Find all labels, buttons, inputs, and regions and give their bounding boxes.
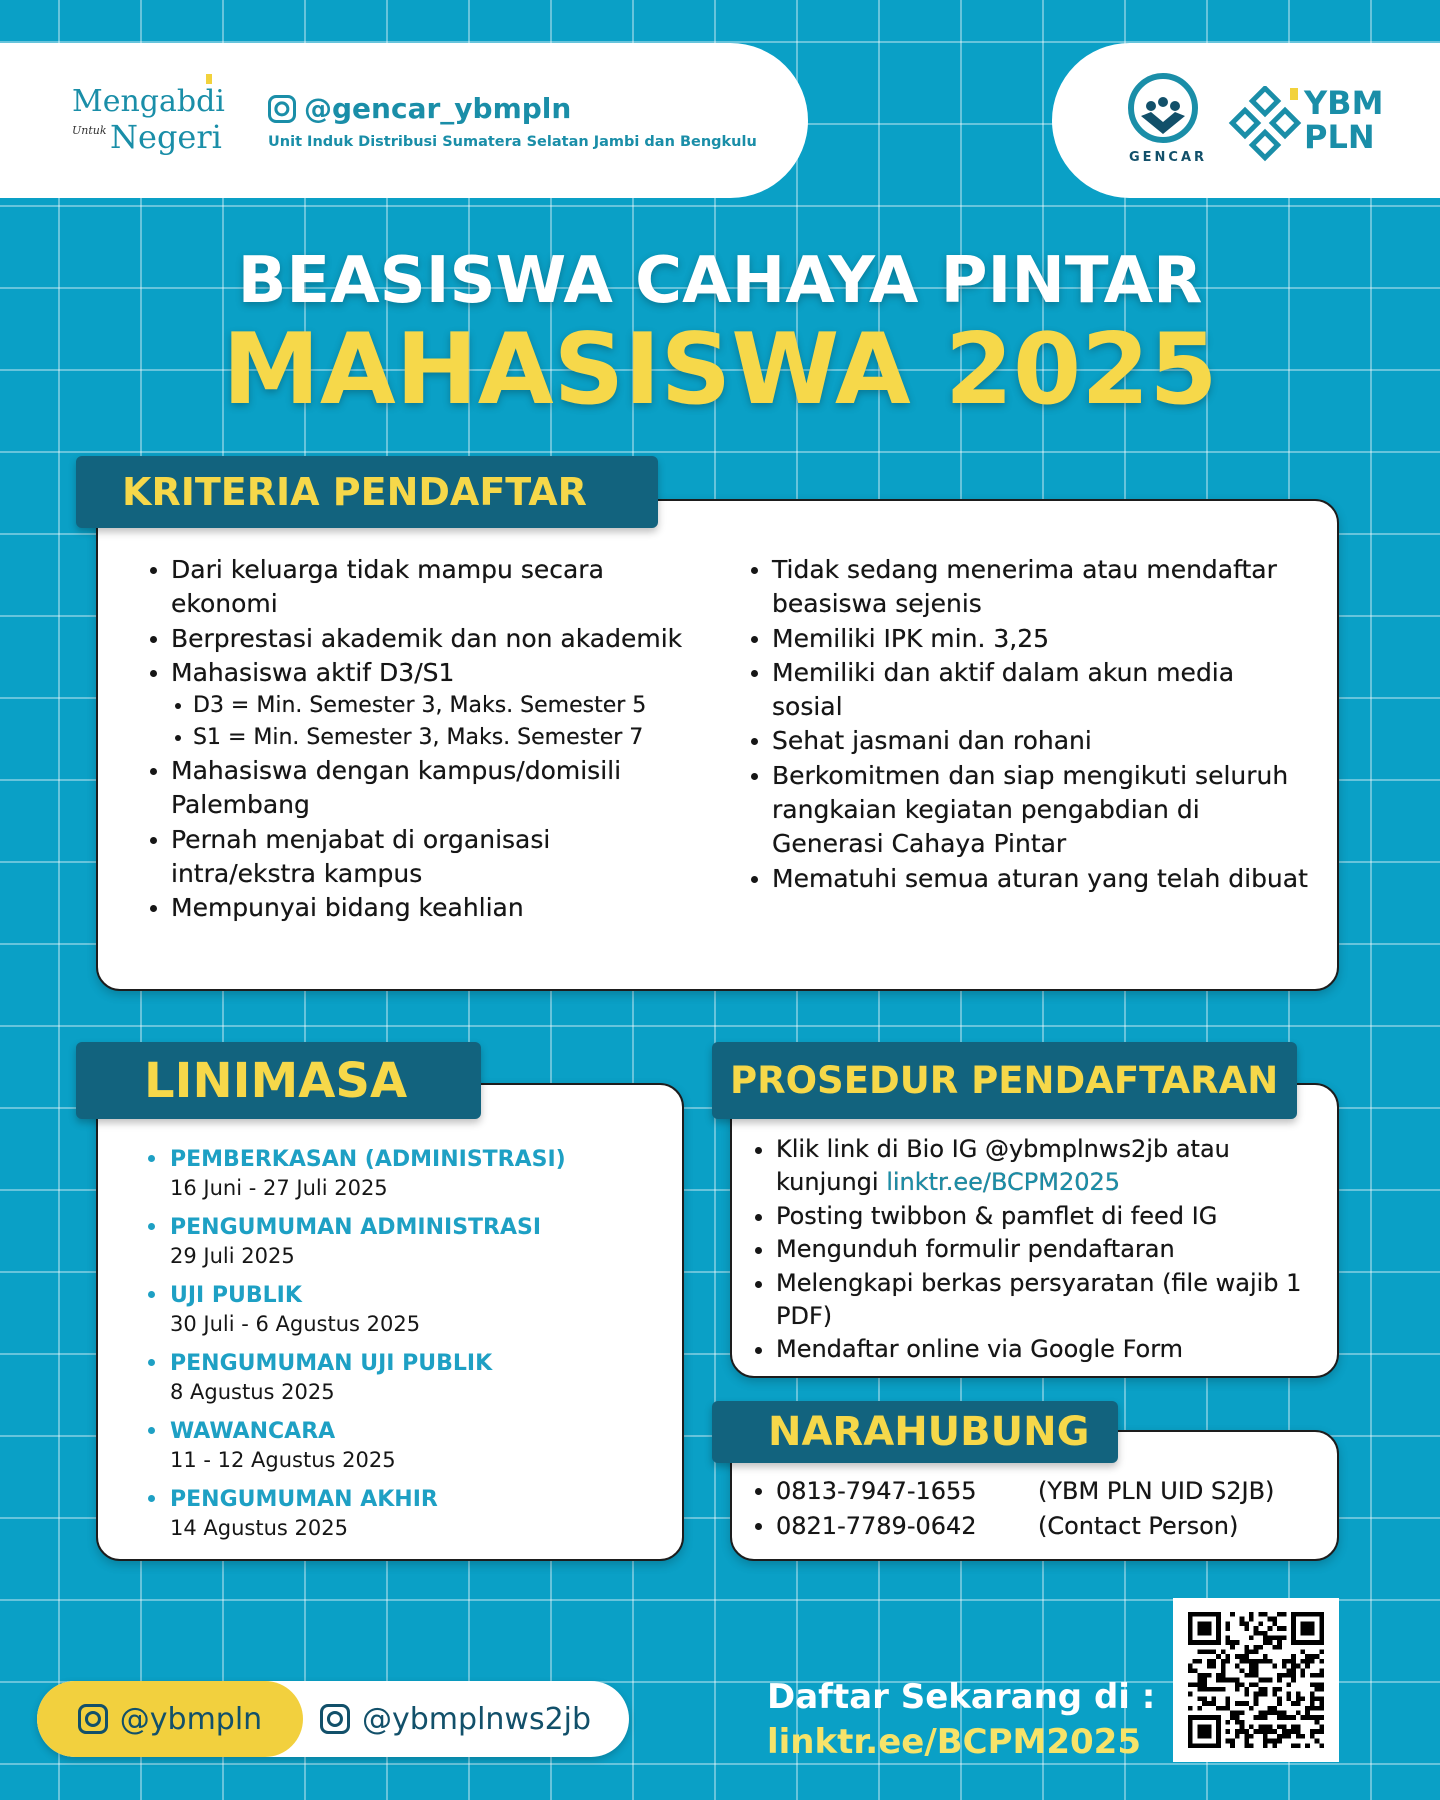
logo-text: YBM: [1304, 84, 1384, 122]
list-item: [776, 1133, 1321, 1200]
timeline-list: [170, 1145, 566, 1553]
contact-phone[interactable]: 0813-7947-1655: [776, 1477, 977, 1505]
unit-name: Unit Induk Distribusi Sumatera Selatan Jambi dan Bengkulu: [268, 134, 757, 150]
title-line1: BEASISWA CAHAYA PINTAR: [237, 244, 1203, 318]
linimasa-heading: LINIMASA: [76, 1042, 481, 1119]
contact-name: (YBM PLN UID S2JB): [1038, 1477, 1275, 1505]
kriteria-box: [96, 499, 1339, 991]
criteria-item: Mempunyai bidang keahlian: [171, 891, 701, 925]
logo-text: PLN: [1304, 118, 1375, 156]
timeline-label: WAWANCARA: [170, 1419, 336, 1444]
timeline-item: [170, 1417, 566, 1475]
criteria-item: S1 = Min. Semester 3, Maks. Semester 7: [193, 722, 701, 754]
qr-code[interactable]: [1173, 1598, 1339, 1762]
timeline-item: [170, 1213, 566, 1271]
contact-item: [776, 1474, 1336, 1509]
instagram-icon: [78, 1704, 108, 1734]
logo-text: Negeri: [110, 118, 222, 156]
criteria-item: Mahasiswa aktif D3/S1: [171, 656, 701, 690]
list-item: Posting twibbon & pamflet di feed IG: [776, 1200, 1321, 1233]
register-cta: Daftar Sekarang di :: [767, 1677, 1156, 1717]
instagram-ybmpln-link[interactable]: [37, 1681, 303, 1757]
instagram-handle: @gencar_ybmpln: [304, 92, 572, 125]
criteria-item: Sehat jasmani dan rohani: [772, 724, 1312, 758]
timeline-date: 11 - 12 Agustus 2025: [170, 1448, 396, 1472]
contact-list: [776, 1474, 1336, 1544]
criteria-item: Tidak sedang menerima atau mendaftar beasiswa sejenis: [772, 553, 1312, 622]
prosedur-heading: PROSEDUR PENDAFTARAN: [712, 1042, 1297, 1119]
timeline-date: 29 Juli 2025: [170, 1244, 295, 1268]
instagram-icon: [320, 1704, 350, 1734]
timeline-item: [170, 1281, 566, 1339]
timeline-date: 16 Juni - 27 Juli 2025: [170, 1176, 388, 1200]
timeline-label: PENGUMUMAN ADMINISTRASI: [170, 1215, 542, 1240]
criteria-item: Mahasiswa dengan kampus/domisili Palembang: [171, 754, 701, 823]
contact-name: (Contact Person): [1038, 1512, 1239, 1540]
list-item: Melengkapi berkas persyaratan (file wajib 1 PDF): [776, 1267, 1321, 1334]
criteria-item: Mematuhi semua aturan yang telah dibuat: [772, 862, 1312, 896]
timeline-label: PENGUMUMAN AKHIR: [170, 1487, 438, 1512]
item-text: Klik link di Bio IG @ybmplnws2jb atau kunjungi: [776, 1135, 1230, 1197]
mengabdi-untuk-negeri-logo: [72, 82, 225, 162]
logo-text: Untuk: [72, 124, 107, 137]
prosedur-list: [776, 1133, 1321, 1367]
gencar-logo: [1125, 72, 1208, 172]
timeline-item: [170, 1349, 566, 1407]
linktree-link[interactable]: linktr.ee/BCPM2025: [886, 1168, 1121, 1197]
contact-phone[interactable]: 0821-7789-0642: [776, 1512, 977, 1540]
criteria-item: Pernah menjabat di organisasi intra/ekstra kampus: [171, 823, 701, 892]
list-item: Mengunduh formulir pendaftaran: [776, 1233, 1321, 1266]
timeline-date: 14 Agustus 2025: [170, 1516, 348, 1540]
criteria-item: Dari keluarga tidak mampu secara ekonomi: [171, 553, 701, 622]
instagram-handle: @ybmpln: [119, 1701, 263, 1737]
logo-text: GENCAR: [1129, 150, 1208, 165]
timeline-item: [170, 1145, 566, 1203]
criteria-item: D3 = Min. Semester 3, Maks. Semester 5: [193, 690, 701, 722]
logo-text: Mengabdi: [72, 84, 225, 119]
kriteria-heading: KRITERIA PENDAFTAR: [76, 456, 658, 528]
instagram-handle-header[interactable]: [268, 92, 571, 125]
criteria-item: Memiliki IPK min. 3,25: [772, 622, 1312, 656]
prosedur-box: [730, 1083, 1339, 1378]
criteria-item: Berkomitmen dan siap mengikuti seluruh rangkaian kegiatan pengabdian di Generasi Cahaya Pintar: [772, 759, 1312, 862]
kriteria-left-list: [171, 553, 701, 926]
register-link[interactable]: linktr.ee/BCPM2025: [767, 1722, 1141, 1762]
ybm-pln-logo: [1228, 86, 1388, 166]
timeline-label: PENGUMUMAN UJI PUBLIK: [170, 1351, 493, 1376]
criteria-item: Memiliki dan aktif dalam akun media sosial: [772, 656, 1312, 725]
instagram-icon: [268, 95, 296, 123]
criteria-item: Berprestasi akademik dan non akademik: [171, 622, 701, 656]
timeline-item: [170, 1485, 566, 1543]
timeline-date: 30 Juli - 6 Agustus 2025: [170, 1312, 421, 1336]
contact-item: [776, 1509, 1336, 1544]
title-line2: MAHASISWA 2025: [222, 313, 1218, 427]
kriteria-right-list: [772, 553, 1312, 896]
narahubung-heading: NARAHUBUNG: [712, 1401, 1118, 1463]
list-item: Mendaftar online via Google Form: [776, 1333, 1321, 1366]
qr-code-icon: [1187, 1612, 1325, 1748]
timeline-date: 8 Agustus 2025: [170, 1380, 335, 1404]
instagram-handle: @ybmplnws2jb: [362, 1701, 592, 1737]
linimasa-box: [96, 1083, 684, 1561]
timeline-label: PEMBERKASAN (ADMINISTRASI): [170, 1147, 566, 1172]
timeline-label: UJI PUBLIK: [170, 1283, 302, 1308]
instagram-ybmplnws2jb-link[interactable]: [320, 1681, 591, 1757]
